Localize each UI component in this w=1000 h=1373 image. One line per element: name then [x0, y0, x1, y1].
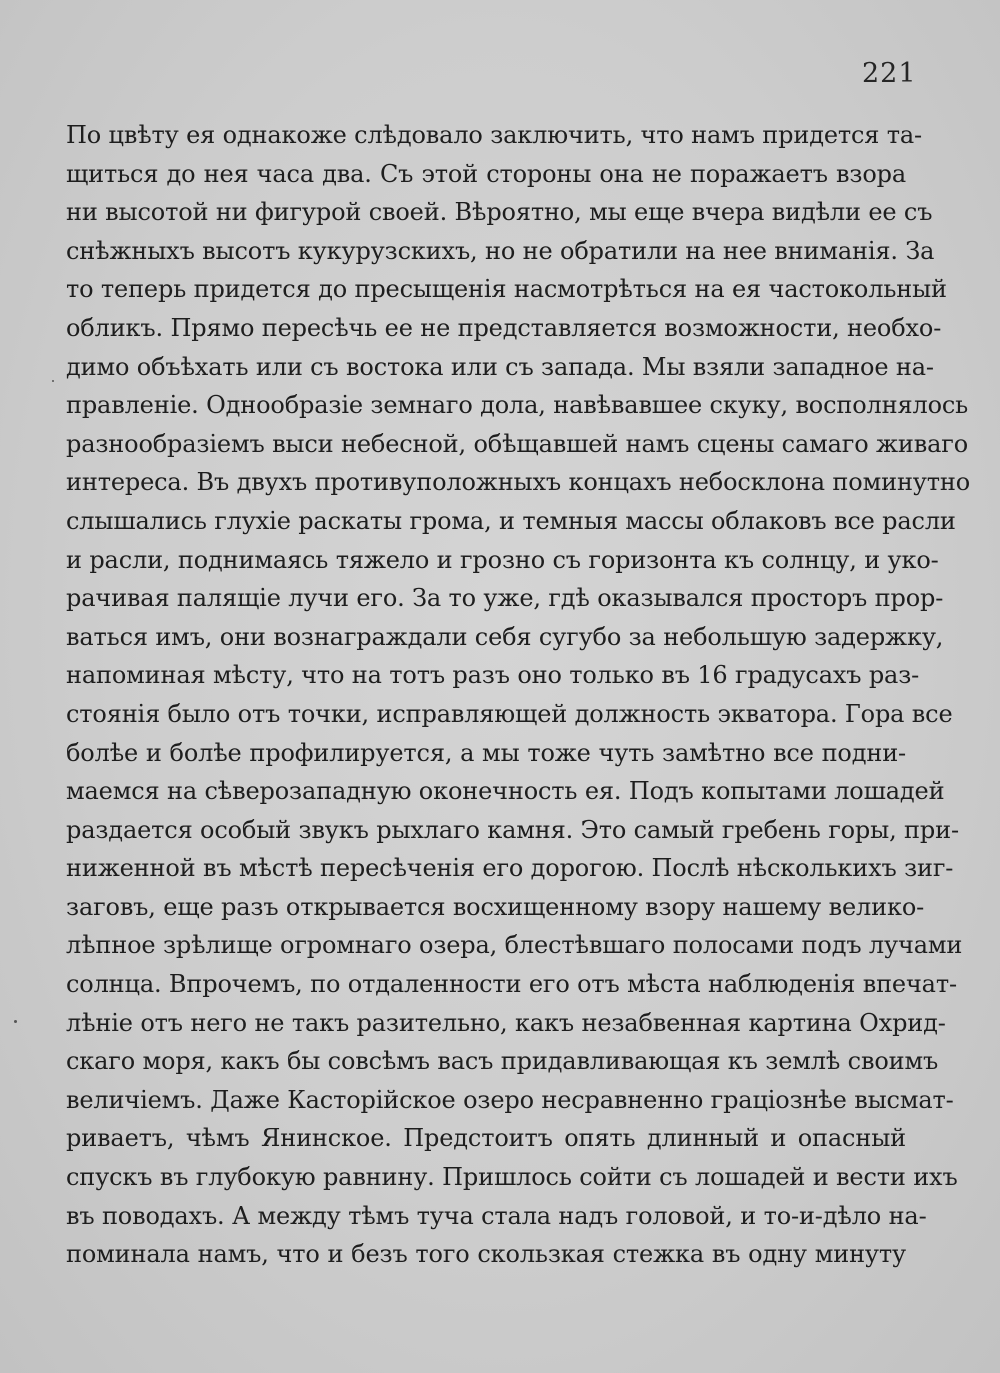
- text-line: ни высотой ни фигурой своей. Вѣроятно, мы еще вчера видѣли ее съ: [66, 198, 933, 227]
- text-line: маемся на сѣверозападную оконечность ея. Подъ копытами лошадей: [66, 777, 945, 806]
- text-line: рачивая палящіе лучи его. За то уже, гдѣ оказывался просторъ прор-: [66, 584, 944, 613]
- text-line: разнообразіемъ выси небесной, обѣщавшей намъ сцены самаго живаго: [66, 429, 969, 458]
- text-line: обликъ. Прямо пересѣчь ее не представляется возможности, необхо-: [66, 313, 942, 342]
- text-line: то теперь придется до пресыщенія насмотрѣться на ея частокольный: [66, 275, 947, 304]
- text-line: поминала намъ, что и безъ того скользкая стежка въ одну минуту: [66, 1240, 906, 1269]
- ink-speck: [14, 1020, 17, 1023]
- text-line: ваться имъ, они вознаграждали себя сугубо за небольшую задержку,: [66, 622, 944, 651]
- page-number: 221: [862, 58, 917, 89]
- text-line: димо объѣхать или съ востока или съ запада. Мы взяли западное на-: [66, 352, 934, 381]
- text-line: заговъ, еще разъ открывается восхищенному взору нашему велико-: [66, 892, 925, 921]
- text-line: спускъ въ глубокую равнину. Пришлось сойти съ лошадей и вести ихъ: [66, 1163, 958, 1192]
- text-line: раздается особый звукъ рыхлаго камня. Это самый гребень горы, при-: [66, 815, 959, 844]
- text-line: и расли, поднимаясь тяжело и грозно съ горизонта къ солнцу, и уко-: [66, 545, 939, 574]
- text-line: въ поводахъ. А между тѣмъ туча стала надъ головой, и то-и-дѣло на-: [66, 1201, 927, 1230]
- text-line: стоянія было отъ точки, исправляющей должность экватора. Гора все: [66, 699, 953, 728]
- text-line: снѣжныхъ высотъ кукурузскихъ, но не обратили на нее вниманія. За: [66, 236, 935, 265]
- text-line: напоминая мѣсту, что на тотъ разъ оно только въ 16 градусахъ раз-: [66, 661, 920, 690]
- text-line: риваетъ, чѣмъ Янинское. Предстоитъ опять длинный и опасный: [66, 1124, 906, 1153]
- text-line: лѣпное зрѣлище огромнаго озера, блестѣвшаго полосами подъ лучами: [66, 931, 963, 960]
- ink-speck: [52, 380, 54, 382]
- text-line: интереса. Въ двухъ противуположныхъ концахъ небосклона поминутно: [66, 468, 971, 497]
- text-line: величіемъ. Даже Касторійское озеро несравненно граціознѣе высмат-: [66, 1085, 954, 1114]
- text-line: ниженной въ мѣстѣ пересѣченія его дорогою. Послѣ нѣсколькихъ зиг-: [66, 854, 954, 883]
- text-line: солнца. Впрочемъ, по отдаленности его отъ мѣста наблюденія впечат-: [66, 970, 957, 999]
- text-line: лѣніе отъ него не такъ разительно, какъ незабвенная картина Охрид-: [66, 1008, 946, 1037]
- text-line: скаго моря, какъ бы совсѣмъ васъ придавливающая къ землѣ своимъ: [66, 1047, 939, 1076]
- text-line: По цвѣту ея однакоже слѣдовало заключить, что намъ придется та-: [66, 121, 923, 149]
- text-line: правленіе. Однообразіе земнаго дола, навѣвавшее скуку, восполнялось: [66, 391, 969, 420]
- text-body: [66, 116, 971, 1274]
- text-line: щиться до нея часа два. Съ этой стороны она не поражаетъ взора: [66, 159, 906, 188]
- text-line: болѣе и болѣе профилируется, а мы тоже чуть замѣтно все подни-: [66, 738, 906, 767]
- text-line: слышались глухіе раскаты грома, и темныя массы облаковъ все расли: [66, 506, 956, 535]
